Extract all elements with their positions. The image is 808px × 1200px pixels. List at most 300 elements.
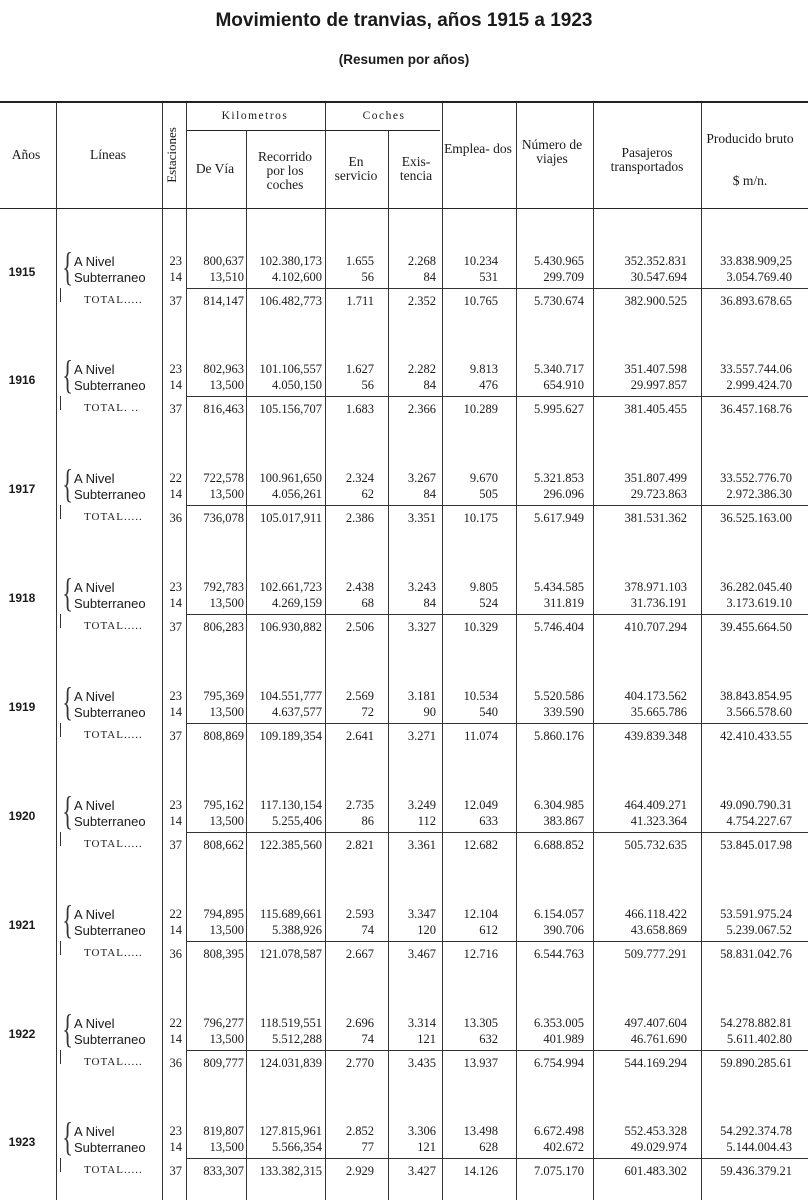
table-cell: 3.181	[407, 689, 436, 703]
table-cell: 14	[169, 270, 182, 284]
total-label: TOTAL.....	[84, 511, 143, 523]
table-cell: 4.754.227.67	[726, 814, 792, 828]
table-cell: 58.831.042.76	[720, 947, 792, 961]
table-cell: 339.590	[543, 705, 584, 719]
table-cell: 6.304.985	[534, 798, 584, 812]
line-name: Subterraneo	[74, 1032, 146, 1047]
table-cell: 37	[169, 402, 182, 416]
table-cell: 72	[361, 705, 374, 719]
table-cell: 809,777	[203, 1056, 244, 1070]
table-cell: 6.688.852	[534, 838, 584, 852]
line-name: A Nivel	[74, 362, 115, 377]
table-cell: 5.512,288	[272, 1032, 322, 1046]
table-cell: 3.427	[407, 1164, 436, 1178]
table-cell: 3.306	[407, 1124, 436, 1138]
table-cell: 53.845.017.98	[720, 838, 792, 852]
col-rule	[593, 103, 594, 1200]
table-cell: 544.169.294	[624, 1056, 687, 1070]
table-cell: 1.683	[345, 402, 374, 416]
table-cell: 9.813	[469, 362, 498, 376]
header-lineas: Líneas	[90, 147, 126, 162]
kilometros-group-rule	[186, 130, 440, 131]
table-cell: 10.175	[463, 511, 498, 525]
table-cell: 9.670	[469, 471, 498, 485]
table-cell: 49.090.790.31	[720, 798, 792, 812]
brace-symbol: {	[62, 897, 73, 942]
table-cell: 808,395	[203, 947, 244, 961]
line-name: A Nivel	[74, 689, 115, 704]
table-cell: 351.407.598	[624, 362, 687, 376]
table-cell: 13,500	[209, 487, 244, 501]
table-cell: 133.382,315	[259, 1164, 322, 1178]
total-label: TOTAL.....	[84, 1164, 143, 1176]
table-cell: 2.972.386.30	[726, 487, 792, 501]
table-cell: 632	[479, 1032, 498, 1046]
total-label: TOTAL.....	[84, 1056, 143, 1068]
table-cell: 14	[169, 814, 182, 828]
year-label: 1921	[8, 918, 36, 932]
header-anos: Años	[11, 147, 41, 162]
table-cell: 7.075.170	[534, 1164, 584, 1178]
table-cell: 90	[423, 705, 436, 719]
table-cell: 36.282.045.40	[720, 580, 792, 594]
brace-tail	[60, 1158, 61, 1172]
table-cell: 105.156,707	[259, 402, 322, 416]
table-cell: 14	[169, 1032, 182, 1046]
table-cell: 5.388,926	[272, 923, 322, 937]
table-cell: 121.078,587	[259, 947, 322, 961]
table-cell: 296.096	[543, 487, 584, 501]
table-cell: 14.126	[463, 1164, 498, 1178]
brace-symbol: {	[62, 461, 73, 506]
table-cell: 439.839.348	[624, 729, 687, 743]
table-cell: 117.130,154	[259, 798, 322, 812]
table-cell: 402.672	[543, 1140, 584, 1154]
header-pasajeros: Pasajeros transportados	[610, 145, 684, 174]
table-cell: 509.777.291	[624, 947, 687, 961]
header-en-servicio: En servicio	[334, 154, 378, 183]
table-cell: 2.852	[345, 1124, 374, 1138]
table-cell: 722,578	[203, 471, 244, 485]
table-cell: 2.352	[407, 294, 436, 308]
table-cell: 2.593	[345, 907, 374, 921]
table-cell: 4.102,600	[272, 270, 322, 284]
table-cell: 37	[169, 294, 182, 308]
table-cell: 382.900.525	[624, 294, 687, 308]
line-name: Subterraneo	[74, 923, 146, 938]
table-cell: 3.267	[407, 471, 436, 485]
table-cell: 6.154.057	[534, 907, 584, 921]
line-name: A Nivel	[74, 907, 115, 922]
line-name: A Nivel	[74, 471, 115, 486]
line-name: Subterraneo	[74, 487, 146, 502]
table-cell: 4.056,261	[272, 487, 322, 501]
table-cell: 54.278.882.81	[720, 1016, 792, 1030]
table-cell: 37	[169, 729, 182, 743]
table-cell: 808,662	[203, 838, 244, 852]
table-cell: 5.430.965	[534, 254, 584, 268]
total-rule	[186, 832, 808, 833]
table-cell: 3.249	[407, 798, 436, 812]
table-cell: 37	[169, 1164, 182, 1178]
table-cell: 2.999.424.70	[726, 378, 792, 392]
header-kilometros-group: Kilometros	[221, 110, 289, 122]
header-recorrido: Recorrido por los coches	[258, 149, 312, 192]
year-label: 1917	[8, 482, 36, 496]
table-cell: 100.961,650	[259, 471, 322, 485]
table-cell: 105.017,911	[259, 511, 322, 525]
table-cell: 505.732.635	[624, 838, 687, 852]
total-label: TOTAL.....	[84, 947, 143, 959]
header-existencia: Exis- tencia	[399, 154, 433, 183]
table-cell: 2.282	[407, 362, 436, 376]
table-cell: 56	[361, 270, 374, 284]
table-cell: 814,147	[203, 294, 244, 308]
header-coches-group: Coches	[362, 110, 406, 122]
table-cell: 3.347	[407, 907, 436, 921]
table-cell: 3.314	[407, 1016, 436, 1030]
table-cell: 41.323.364	[630, 814, 687, 828]
table-cell: 633	[479, 814, 498, 828]
table-cell: 5.255,406	[272, 814, 322, 828]
table-cell: 46.761.690	[630, 1032, 687, 1046]
table-cell: 22	[169, 1016, 182, 1030]
total-rule	[186, 941, 808, 942]
table-cell: 13,500	[209, 814, 244, 828]
table-cell: 390.706	[543, 923, 584, 937]
total-rule	[186, 723, 808, 724]
table-cell: 794,895	[203, 907, 244, 921]
table-cell: 5.730.674	[534, 294, 584, 308]
table-cell: 13,500	[209, 378, 244, 392]
table-cell: 311.819	[543, 596, 584, 610]
table-cell: 1.655	[345, 254, 374, 268]
table-cell: 5.144.004.43	[726, 1140, 792, 1154]
table-cell: 36	[169, 511, 182, 525]
table-cell: 808,869	[203, 729, 244, 743]
header-de-via: De Vía	[195, 161, 235, 176]
table-cell: 124.031,839	[259, 1056, 322, 1070]
table-cell: 43.658.869	[630, 923, 687, 937]
table-cell: 127.815,961	[259, 1124, 322, 1138]
table-cell: 84	[423, 487, 436, 501]
table-cell: 5.617.949	[534, 511, 584, 525]
year-label: 1923	[8, 1135, 36, 1149]
table-cell: 104.551,777	[259, 689, 322, 703]
table-cell: 10.289	[463, 402, 498, 416]
table-cell: 11.074	[464, 729, 498, 743]
table-cell: 12.716	[463, 947, 498, 961]
table-cell: 14	[169, 487, 182, 501]
table-cell: 1.627	[345, 362, 374, 376]
header-empleados: Emplea- dos	[444, 141, 512, 156]
table-cell: 3.173.619.10	[726, 596, 792, 610]
total-rule	[186, 288, 808, 289]
table-cell: 22	[169, 471, 182, 485]
total-rule	[186, 505, 808, 506]
table-cell: 38.843.854.95	[720, 689, 792, 703]
table-cell: 118.519,551	[259, 1016, 322, 1030]
table-cell: 6.353.005	[534, 1016, 584, 1030]
table-cell: 13,500	[209, 1032, 244, 1046]
table-cell: 14	[169, 596, 182, 610]
table-cell: 14	[169, 378, 182, 392]
col-rule	[56, 103, 57, 1200]
table-cell: 476	[479, 378, 498, 392]
table-cell: 14	[169, 923, 182, 937]
brace-tail	[60, 614, 61, 628]
table-cell: 39.455.664.50	[720, 620, 792, 634]
table-cell: 36	[169, 1056, 182, 1070]
table-cell: 4.637,577	[272, 705, 322, 719]
table-cell: 68	[361, 596, 374, 610]
table-cell: 2.268	[407, 254, 436, 268]
total-label: TOTAL.....	[84, 620, 143, 632]
brace-symbol: {	[62, 788, 73, 833]
table-cell: 121	[417, 1032, 436, 1046]
table-cell: 36.893.678.65	[720, 294, 792, 308]
table-cell: 2.569	[345, 689, 374, 703]
table-cell: 74	[361, 1032, 374, 1046]
table-cell: 5.860.176	[534, 729, 584, 743]
table-cell: 36	[169, 947, 182, 961]
table-cell: 42.410.433.55	[720, 729, 792, 743]
table-cell: 13,500	[209, 1140, 244, 1154]
table-cell: 6.544.763	[534, 947, 584, 961]
table-cell: 3.566.578.60	[726, 705, 792, 719]
table-cell: 3.467	[407, 947, 436, 961]
brace-tail	[60, 396, 61, 410]
table-cell: 404.173.562	[624, 689, 687, 703]
table-cell: 62	[361, 487, 374, 501]
brace-symbol: {	[62, 1006, 73, 1051]
table-cell: 531	[479, 270, 498, 284]
line-name: A Nivel	[74, 798, 115, 813]
table-cell: 3.327	[407, 620, 436, 634]
table-cell: 23	[169, 689, 182, 703]
table-cell: 3.054.769.40	[726, 270, 792, 284]
header-top-rule	[0, 101, 808, 103]
table-cell: 23	[169, 580, 182, 594]
table-cell: 13,510	[209, 270, 244, 284]
table-cell: 5.995.627	[534, 402, 584, 416]
table-cell: 351.807.499	[624, 471, 687, 485]
table-cell: 59.890.285.61	[720, 1056, 792, 1070]
table-cell: 59.436.379.21	[720, 1164, 792, 1178]
header-bottom-rule	[0, 208, 808, 209]
table-cell: 106.482,773	[259, 294, 322, 308]
table-cell: 23	[169, 362, 182, 376]
table-cell: 56	[361, 378, 374, 392]
year-label: 1920	[8, 809, 36, 823]
table-cell: 628	[479, 1140, 498, 1154]
table-cell: 2.506	[345, 620, 374, 634]
table-cell: 497.407.604	[624, 1016, 687, 1030]
line-name: Subterraneo	[74, 814, 146, 829]
table-cell: 33.557.744.06	[720, 362, 792, 376]
table-cell: 654.910	[543, 378, 584, 392]
table-cell: 464.409.271	[624, 798, 687, 812]
table-cell: 35.665.786	[630, 705, 687, 719]
year-label: 1919	[8, 700, 36, 714]
table-cell: 77	[361, 1140, 374, 1154]
table-cell: 84	[423, 270, 436, 284]
table-cell: 800,637	[203, 254, 244, 268]
total-label: TOTAL. ..	[84, 402, 139, 414]
header-moneda: $ m/n.	[732, 173, 768, 188]
table-cell: 5.746.404	[534, 620, 584, 634]
total-label: TOTAL.....	[84, 294, 143, 306]
table-cell: 378.971.103	[624, 580, 687, 594]
table-cell: 819,807	[203, 1124, 244, 1138]
table-cell: 12.682	[463, 838, 498, 852]
table-cell: 466.118.422	[624, 907, 687, 921]
table-cell: 5.321.853	[534, 471, 584, 485]
table-cell: 14	[169, 1140, 182, 1154]
table-cell: 3.435	[407, 1056, 436, 1070]
line-name: Subterraneo	[74, 1140, 146, 1155]
table-cell: 14	[169, 705, 182, 719]
brace-tail	[60, 941, 61, 955]
table-cell: 122.385,560	[259, 838, 322, 852]
table-cell: 552.453.328	[624, 1124, 687, 1138]
table-cell: 3.351	[407, 511, 436, 525]
table-cell: 5.239.067.52	[726, 923, 792, 937]
brace-symbol: {	[62, 352, 73, 397]
table-cell: 12.104	[463, 907, 498, 921]
table-cell: 33.552.776.70	[720, 471, 792, 485]
table-cell: 792,783	[203, 580, 244, 594]
total-rule	[186, 1158, 808, 1159]
brace-symbol: {	[62, 1114, 73, 1159]
table-cell: 2.929	[345, 1164, 374, 1178]
table-cell: 2.696	[345, 1016, 374, 1030]
table-cell: 5.434.585	[534, 580, 584, 594]
table-cell: 833,307	[203, 1164, 244, 1178]
brace-tail	[60, 505, 61, 519]
table-cell: 3.271	[407, 729, 436, 743]
table-cell: 84	[423, 378, 436, 392]
line-name: A Nivel	[74, 1124, 115, 1139]
line-name: A Nivel	[74, 580, 115, 595]
table-cell: 36.525.163.00	[720, 511, 792, 525]
header-estaciones: Estaciones	[164, 127, 179, 183]
table-cell: 601.483.302	[624, 1164, 687, 1178]
table-cell: 524	[479, 596, 498, 610]
year-label: 1922	[8, 1027, 36, 1041]
page-subtitle: (Resumen por años)	[338, 52, 470, 67]
table-cell: 10.234	[463, 254, 498, 268]
total-label: TOTAL.....	[84, 729, 143, 741]
year-label: 1916	[8, 373, 36, 387]
table-cell: 2.735	[345, 798, 374, 812]
table-cell: 3.361	[407, 838, 436, 852]
table-cell: 12.049	[463, 798, 498, 812]
total-rule	[186, 614, 808, 615]
table-cell: 5.566,354	[272, 1140, 322, 1154]
header-numero-viajes: Número de viajes	[521, 137, 583, 166]
table-cell: 5.520.586	[534, 689, 584, 703]
table-cell: 30.547.694	[630, 270, 687, 284]
table-cell: 112	[417, 814, 436, 828]
table-cell: 23	[169, 254, 182, 268]
table-cell: 109.189,354	[259, 729, 322, 743]
brace-symbol: {	[62, 679, 73, 724]
table-cell: 86	[361, 814, 374, 828]
brace-tail	[60, 832, 61, 846]
table-cell: 505	[479, 487, 498, 501]
table-cell: 816,463	[203, 402, 244, 416]
table-cell: 736,078	[203, 511, 244, 525]
table-cell: 2.667	[345, 947, 374, 961]
table-cell: 1.711	[346, 294, 374, 308]
table-cell: 4.269,159	[272, 596, 322, 610]
table-cell: 84	[423, 596, 436, 610]
table-cell: 6.672.498	[534, 1124, 584, 1138]
table-cell: 120	[417, 923, 436, 937]
table-cell: 13.305	[463, 1016, 498, 1030]
table-cell: 31.736.191	[630, 596, 687, 610]
table-cell: 33.838.909,25	[720, 254, 792, 268]
table-cell: 74	[361, 923, 374, 937]
table-cell: 2.438	[345, 580, 374, 594]
total-rule	[186, 1050, 808, 1051]
brace-symbol: {	[62, 570, 73, 615]
table-cell: 381.531.362	[624, 511, 687, 525]
table-cell: 612	[479, 923, 498, 937]
brace-tail	[60, 1050, 61, 1064]
table-cell: 299.709	[543, 270, 584, 284]
table-cell: 29.723.863	[630, 487, 687, 501]
line-name: Subterraneo	[74, 378, 146, 393]
year-label: 1918	[8, 591, 36, 605]
table-cell: 106.930,882	[259, 620, 322, 634]
brace-symbol: {	[62, 244, 73, 289]
table-cell: 37	[169, 620, 182, 634]
table-cell: 806,283	[203, 620, 244, 634]
table-cell: 2.366	[407, 402, 436, 416]
table-cell: 352.352.831	[624, 254, 687, 268]
brace-tail	[60, 288, 61, 302]
table-cell: 6.754.994	[534, 1056, 584, 1070]
table-cell: 2.324	[345, 471, 374, 485]
table-cell: 9.805	[469, 580, 498, 594]
table-cell: 796,277	[203, 1016, 244, 1030]
line-name: Subterraneo	[74, 270, 146, 285]
table-cell: 13.937	[463, 1056, 498, 1070]
page-title: Movimiento de tranvias, años 1915 a 1923	[215, 10, 593, 31]
table-cell: 10.534	[463, 689, 498, 703]
table-cell: 13,500	[209, 923, 244, 937]
brace-tail	[60, 723, 61, 737]
table-cell: 2.641	[345, 729, 374, 743]
table-cell: 54.292.374.78	[720, 1124, 792, 1138]
table-cell: 2.770	[345, 1056, 374, 1070]
table-cell: 383.867	[543, 814, 584, 828]
table-cell: 401.989	[543, 1032, 584, 1046]
table-cell: 10.765	[463, 294, 498, 308]
year-label: 1915	[8, 265, 36, 279]
table-cell: 101.106,557	[259, 362, 322, 376]
table-cell: 102.380,173	[259, 254, 322, 268]
total-label: TOTAL.....	[84, 838, 143, 850]
table-cell: 23	[169, 798, 182, 812]
table-cell: 795,369	[203, 689, 244, 703]
table-cell: 102.661,723	[259, 580, 322, 594]
table-cell: 23	[169, 1124, 182, 1138]
table-cell: 3.243	[407, 580, 436, 594]
table-cell: 13.498	[463, 1124, 498, 1138]
